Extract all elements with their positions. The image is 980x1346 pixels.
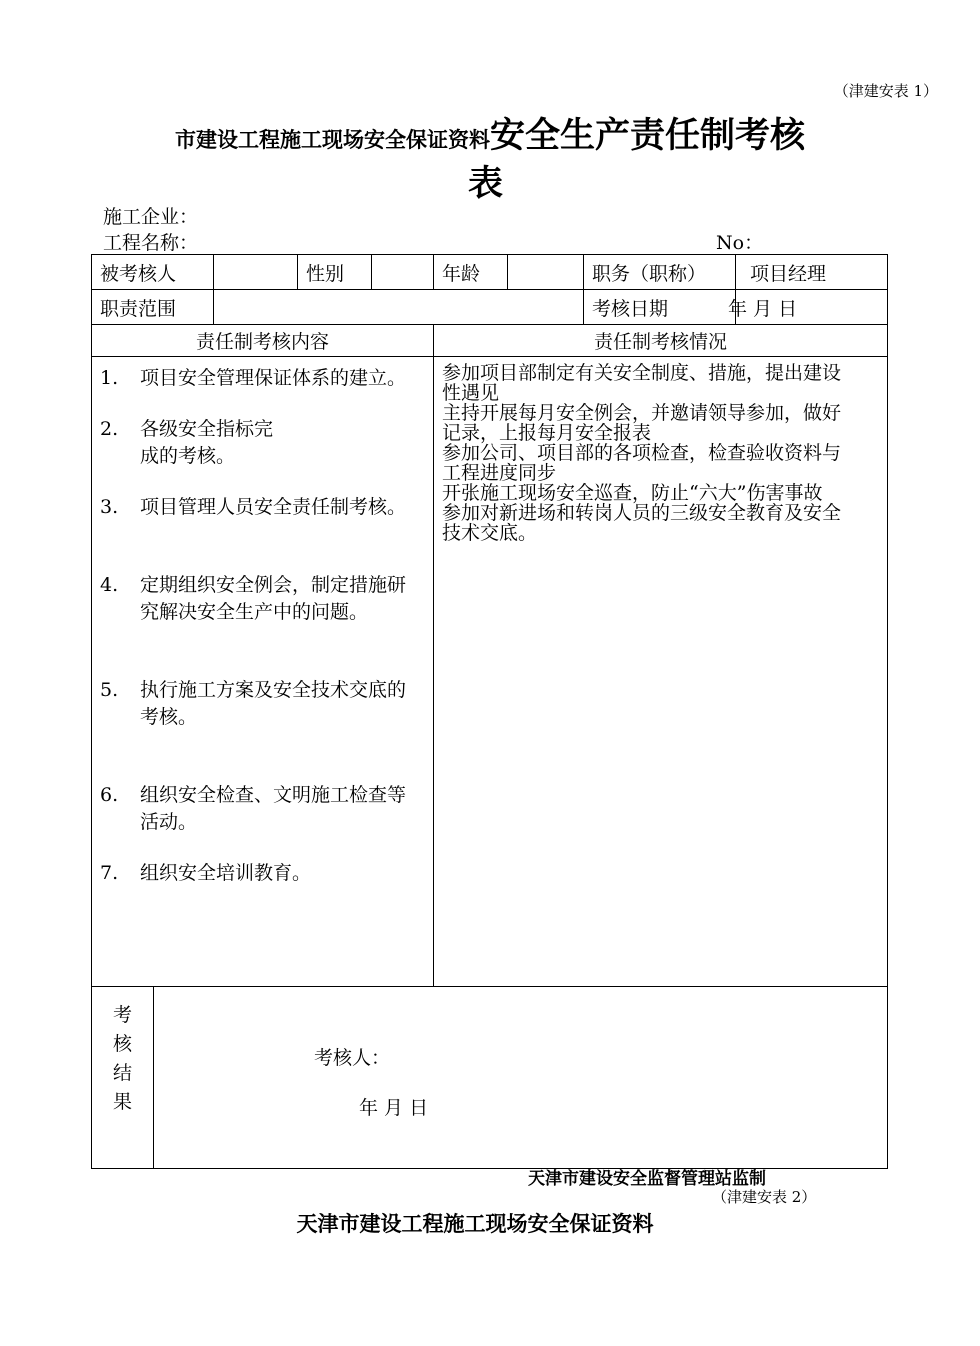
situation-line: 开张施工现场安全巡查，防止“六大”伤害事故 xyxy=(442,482,823,504)
situation-line: 主持开展每月安全例会，并邀请领导参加，做好 xyxy=(442,402,842,424)
title-main-continued: 表 xyxy=(468,164,504,204)
section-header-row xyxy=(92,325,888,357)
footer-org: 天津市建设安全监督管理站监制 xyxy=(528,1169,766,1189)
content-row xyxy=(92,357,888,987)
assessment-table xyxy=(91,254,888,1169)
content-list xyxy=(92,357,434,987)
project-label: 工程名称： xyxy=(103,232,199,254)
list-item: 6. 组织安全检查、文明施工检查等 xyxy=(100,784,407,806)
list-item: 考核。 xyxy=(140,706,198,728)
list-item: 4. 定期组织安全例会，制定措施研 xyxy=(100,574,407,596)
position-value: 项目经理 xyxy=(736,255,888,290)
gender-value xyxy=(372,255,434,290)
scope-label: 职责范围 xyxy=(92,290,214,325)
assessor-label: 考核人： xyxy=(314,1047,391,1069)
list-item: 成的考核。 xyxy=(140,445,236,467)
info-row-1 xyxy=(92,255,888,290)
content-header: 责任制考核内容 xyxy=(92,325,434,357)
number-label: No： xyxy=(716,232,764,254)
result-date: 年 月 日 xyxy=(359,1097,429,1119)
list-item: 2. 各级安全指标完 xyxy=(100,418,274,440)
situation-line: 技术交底。 xyxy=(442,522,538,544)
gender-label: 性别 xyxy=(298,255,372,290)
company-label: 施工企业： xyxy=(103,206,199,228)
situation-line: 参加项目部制定有关安全制度、措施，提出建设 xyxy=(442,362,842,384)
list-item: 5. 执行施工方案及安全技术交底的 xyxy=(100,679,407,701)
footer-title: 天津市建设工程施工现场安全保证资料 xyxy=(296,1212,654,1236)
list-item: 活动。 xyxy=(140,811,198,833)
assessee-label: 被考核人 xyxy=(92,255,214,290)
date-value: 年 月 日 xyxy=(736,290,888,325)
list-item: 1. 项目安全管理保证体系的建立。 xyxy=(100,367,407,389)
info-row-2 xyxy=(92,290,888,325)
list-item: 究解决安全生产中的问题。 xyxy=(140,601,369,623)
title-prefix: 市建设工程施工现场安全保证资料 xyxy=(174,128,490,152)
situation-header: 责任制考核情况 xyxy=(434,325,888,357)
situation-line: 记录，上报每月安全报表 xyxy=(442,422,652,444)
title-main: 安全生产责任制考核 xyxy=(489,116,805,156)
situation-line: 参加公司、项目部的各项检查，检查验收资料与 xyxy=(442,442,842,464)
form-code-top: （津建安表 1） xyxy=(833,82,938,100)
age-label: 年龄 xyxy=(434,255,508,290)
scope-value xyxy=(214,290,584,325)
age-value xyxy=(508,255,584,290)
result-area xyxy=(154,987,888,1169)
list-item: 7. 组织安全培训教育。 xyxy=(100,862,312,884)
date-label: 考核日期 xyxy=(584,290,736,325)
result-label: 考 核 结 果 xyxy=(92,987,154,1169)
situation-line: 参加对新进场和转岗人员的三级安全教育及安全 xyxy=(442,502,842,524)
situation-line: 工程进度同步 xyxy=(442,462,557,484)
form-code-bottom: （津建安表 2） xyxy=(712,1188,817,1206)
list-item: 3. 项目管理人员安全责任制考核。 xyxy=(100,496,407,518)
situation-line: 性遇见 xyxy=(442,382,500,404)
position-label: 职务（职称） xyxy=(584,255,736,290)
situation-cell xyxy=(434,357,888,987)
result-row xyxy=(92,987,888,1169)
assessee-value xyxy=(214,255,298,290)
page-title xyxy=(0,108,980,158)
